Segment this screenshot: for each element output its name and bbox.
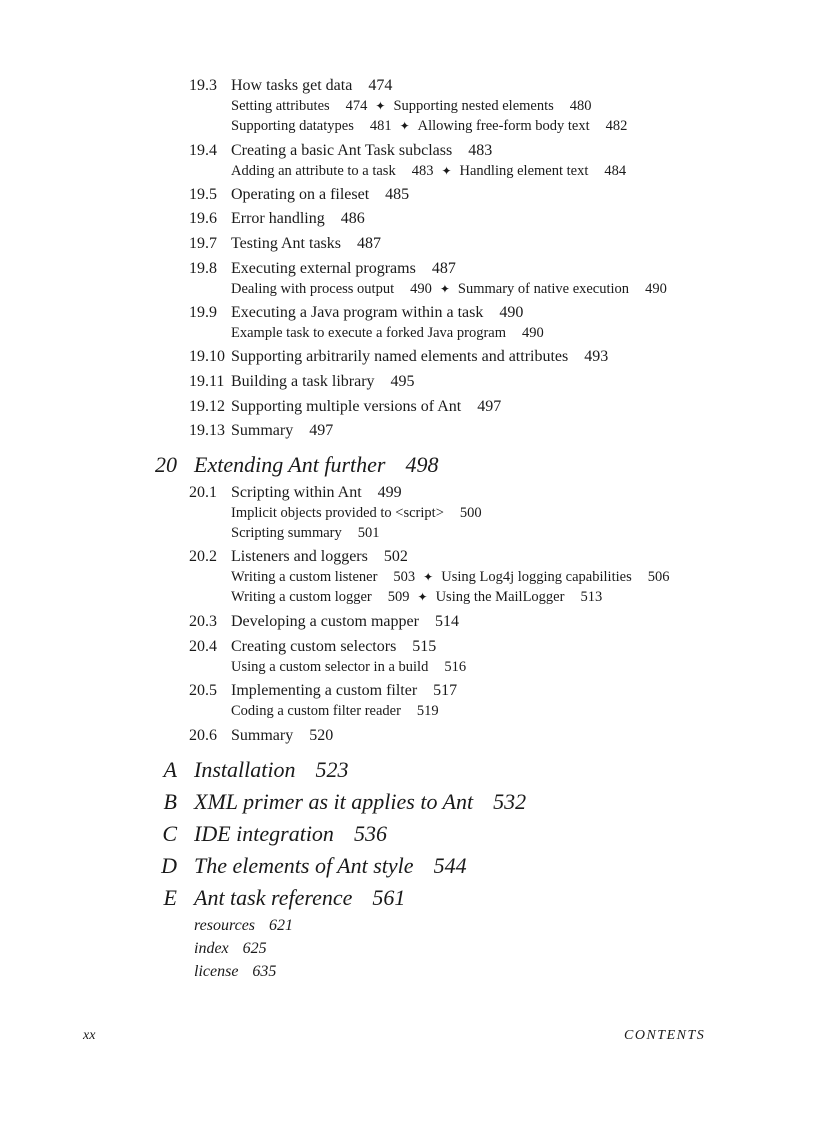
separator-diamond-icon: ✦ — [399, 119, 410, 133]
section-title — [231, 142, 492, 160]
section-number: 20.5 — [189, 682, 217, 699]
section-title-text: Scripting within Ant — [231, 484, 362, 501]
appendix-title-wrap — [194, 853, 467, 879]
section-title — [231, 484, 402, 502]
subsection-line — [231, 569, 669, 586]
subsection-page: 481 — [369, 118, 392, 134]
separator-diamond-icon: ✦ — [441, 164, 452, 178]
section-page: 483 — [468, 142, 493, 159]
backmatter-entry — [194, 917, 293, 935]
section-page: 487 — [431, 260, 456, 277]
subsection-page: 509 — [387, 589, 410, 605]
subsection-line — [231, 505, 482, 522]
section-number: 19.11 — [189, 373, 225, 390]
section-title — [231, 77, 392, 95]
section-page: 490 — [499, 304, 524, 321]
subsection-page: 474 — [345, 98, 368, 114]
appendix-letter: C — [162, 821, 177, 846]
appendix-letter: A — [163, 757, 177, 782]
appendix-title: Installation — [194, 757, 296, 782]
section-title-text: Developing a custom mapper — [231, 613, 419, 630]
appendix-letter: D — [161, 853, 177, 878]
chapter-title-wrap — [194, 452, 438, 478]
subsection-title: Coding a custom filter reader — [231, 703, 401, 719]
appendix-page: 544 — [433, 853, 467, 878]
section-title-text: Supporting arbitrarily named elements and attributes — [231, 348, 569, 365]
section-title — [231, 186, 409, 204]
backmatter-page: 635 — [252, 963, 277, 980]
section-title — [231, 727, 333, 745]
subsection-line — [231, 163, 626, 180]
subsection-title: Writing a custom logger — [231, 589, 372, 605]
subsection-title: Using a custom selector in a build — [231, 659, 429, 675]
subsection-page: 506 — [647, 569, 670, 585]
section-page: 474 — [368, 77, 393, 94]
subsection-title: Supporting datatypes — [231, 118, 354, 134]
subsection-page: 490 — [645, 281, 667, 297]
separator-diamond-icon: ✦ — [375, 99, 386, 113]
subsection-line — [231, 281, 667, 298]
section-title-text: Implementing a custom filter — [231, 682, 418, 699]
section-title-text: Creating a basic Ant Task subclass — [231, 142, 453, 159]
section-number: 20.4 — [189, 638, 217, 655]
section-number: 19.5 — [189, 186, 217, 203]
subsection-title: Using Log4j logging capabilities — [441, 569, 632, 585]
subsection-page: 484 — [604, 163, 627, 179]
chapter-number: 20 — [155, 452, 177, 477]
section-title — [231, 682, 457, 700]
subsection-title: Implicit objects provided to <script> — [231, 505, 444, 521]
section-page: 514 — [434, 613, 459, 630]
chapter-title: Extending Ant further — [194, 452, 386, 477]
subsection-page: 490 — [410, 281, 432, 297]
appendix-page: 523 — [315, 757, 349, 782]
subsection-title: Supporting nested elements — [393, 98, 554, 114]
backmatter-entry — [194, 940, 267, 958]
appendix-letter: B — [163, 789, 177, 814]
section-page: 515 — [412, 638, 437, 655]
subsection-title: Dealing with process output — [231, 281, 395, 297]
appendix-page: 532 — [493, 789, 527, 814]
page-number: xx — [83, 1028, 96, 1043]
subsection-line — [231, 325, 544, 342]
section-title — [231, 398, 501, 416]
section-title-text: Building a task library — [231, 373, 375, 390]
separator-diamond-icon: ✦ — [439, 282, 450, 296]
section-page: 497 — [309, 422, 334, 439]
section-title-text: Creating custom selectors — [231, 638, 397, 655]
subsection-page: 501 — [357, 525, 380, 541]
appendix-letter: E — [163, 885, 177, 910]
subsection-title: Using the MailLogger — [435, 589, 565, 605]
section-number: 19.9 — [189, 304, 217, 321]
section-number: 19.4 — [189, 142, 217, 159]
backmatter-page: 621 — [269, 917, 294, 934]
section-number: 19.12 — [189, 398, 225, 415]
separator-diamond-icon: ✦ — [423, 570, 434, 584]
subsection-line — [231, 659, 466, 676]
subsection-title: Writing a custom listener — [231, 569, 378, 585]
appendix-page: 561 — [372, 885, 406, 910]
section-title-text: Testing Ant tasks — [231, 235, 341, 252]
backmatter-title: license — [194, 963, 239, 980]
section-number: 19.8 — [189, 260, 217, 277]
section-title — [231, 304, 523, 322]
subsection-title: Adding an attribute to a task — [231, 163, 396, 179]
appendix-title: XML primer as it applies to Ant — [194, 789, 474, 814]
subsection-title: Summary of native execution — [457, 281, 630, 297]
section-title-text: Supporting multiple versions of Ant — [231, 398, 462, 415]
backmatter-title: index — [194, 940, 229, 957]
subsection-line — [231, 525, 380, 542]
backmatter-title: resources — [194, 917, 256, 934]
section-title — [231, 235, 381, 253]
section-number: 19.6 — [189, 210, 217, 227]
section-page: 495 — [390, 373, 415, 390]
section-page: 485 — [385, 186, 410, 203]
section-number: 19.13 — [189, 422, 225, 439]
subsection-page: 480 — [569, 98, 592, 114]
section-title — [231, 210, 365, 228]
appendix-page: 536 — [353, 821, 387, 846]
section-number: 20.1 — [189, 484, 217, 501]
section-number: 19.3 — [189, 77, 217, 94]
backmatter-entry — [194, 963, 276, 981]
section-title-text: Listeners and loggers — [231, 548, 368, 565]
section-title-text: How tasks get data — [231, 77, 353, 94]
section-page: 486 — [340, 210, 365, 227]
appendix-title: Ant task reference — [194, 885, 353, 910]
section-title-text: Summary — [231, 727, 294, 744]
subsection-title: Handling element text — [459, 163, 589, 179]
section-title-text: Error handling — [231, 210, 325, 227]
backmatter-page: 625 — [242, 940, 267, 957]
section-page: 520 — [309, 727, 334, 744]
section-title-text: Operating on a fileset — [231, 186, 370, 203]
section-title-text: Executing external programs — [231, 260, 416, 277]
appendix-title-wrap — [194, 757, 348, 783]
section-title — [231, 548, 408, 566]
section-number: 19.7 — [189, 235, 217, 252]
section-title — [231, 260, 456, 278]
appendix-title-wrap — [194, 789, 526, 815]
section-page: 493 — [584, 348, 609, 365]
section-number: 20.3 — [189, 613, 217, 630]
appendix-title-wrap — [194, 821, 387, 847]
section-page: 497 — [477, 398, 502, 415]
subsection-line — [231, 118, 627, 135]
section-page: 502 — [383, 548, 408, 565]
subsection-page: 500 — [459, 505, 482, 521]
section-title-text: Executing a Java program within a task — [231, 304, 484, 321]
subsection-page: 503 — [393, 569, 416, 585]
separator-diamond-icon: ✦ — [417, 590, 428, 604]
subsection-title: Setting attributes — [231, 98, 330, 114]
chapter-page: 498 — [405, 452, 439, 477]
section-title — [231, 613, 459, 631]
subsection-page: 483 — [411, 163, 434, 179]
appendix-title: The elements of Ant style — [194, 853, 414, 878]
subsection-title: Scripting summary — [231, 525, 342, 541]
subsection-page: 490 — [521, 325, 544, 341]
subsection-page: 513 — [580, 589, 603, 605]
subsection-page: 482 — [605, 118, 628, 134]
running-head: CONTENTS — [624, 1028, 706, 1043]
section-page: 499 — [377, 484, 402, 501]
section-number: 19.10 — [189, 348, 225, 365]
subsection-page: 516 — [444, 659, 467, 675]
subsection-title: Allowing free-form body text — [417, 118, 590, 134]
section-number: 20.2 — [189, 548, 217, 565]
subsection-page: 519 — [416, 703, 439, 719]
appendix-title-wrap — [194, 885, 405, 911]
section-title — [231, 638, 436, 656]
appendix-title: IDE integration — [194, 821, 334, 846]
subsection-title: Example task to execute a forked Java program — [231, 325, 506, 341]
section-page: 517 — [433, 682, 458, 699]
subsection-line — [231, 589, 602, 606]
section-title — [231, 373, 415, 391]
subsection-line — [231, 703, 439, 720]
subsection-line — [231, 98, 592, 115]
section-number: 20.6 — [189, 727, 217, 744]
section-title-text: Summary — [231, 422, 294, 439]
section-title — [231, 348, 608, 366]
section-page: 487 — [357, 235, 381, 252]
section-title — [231, 422, 333, 440]
